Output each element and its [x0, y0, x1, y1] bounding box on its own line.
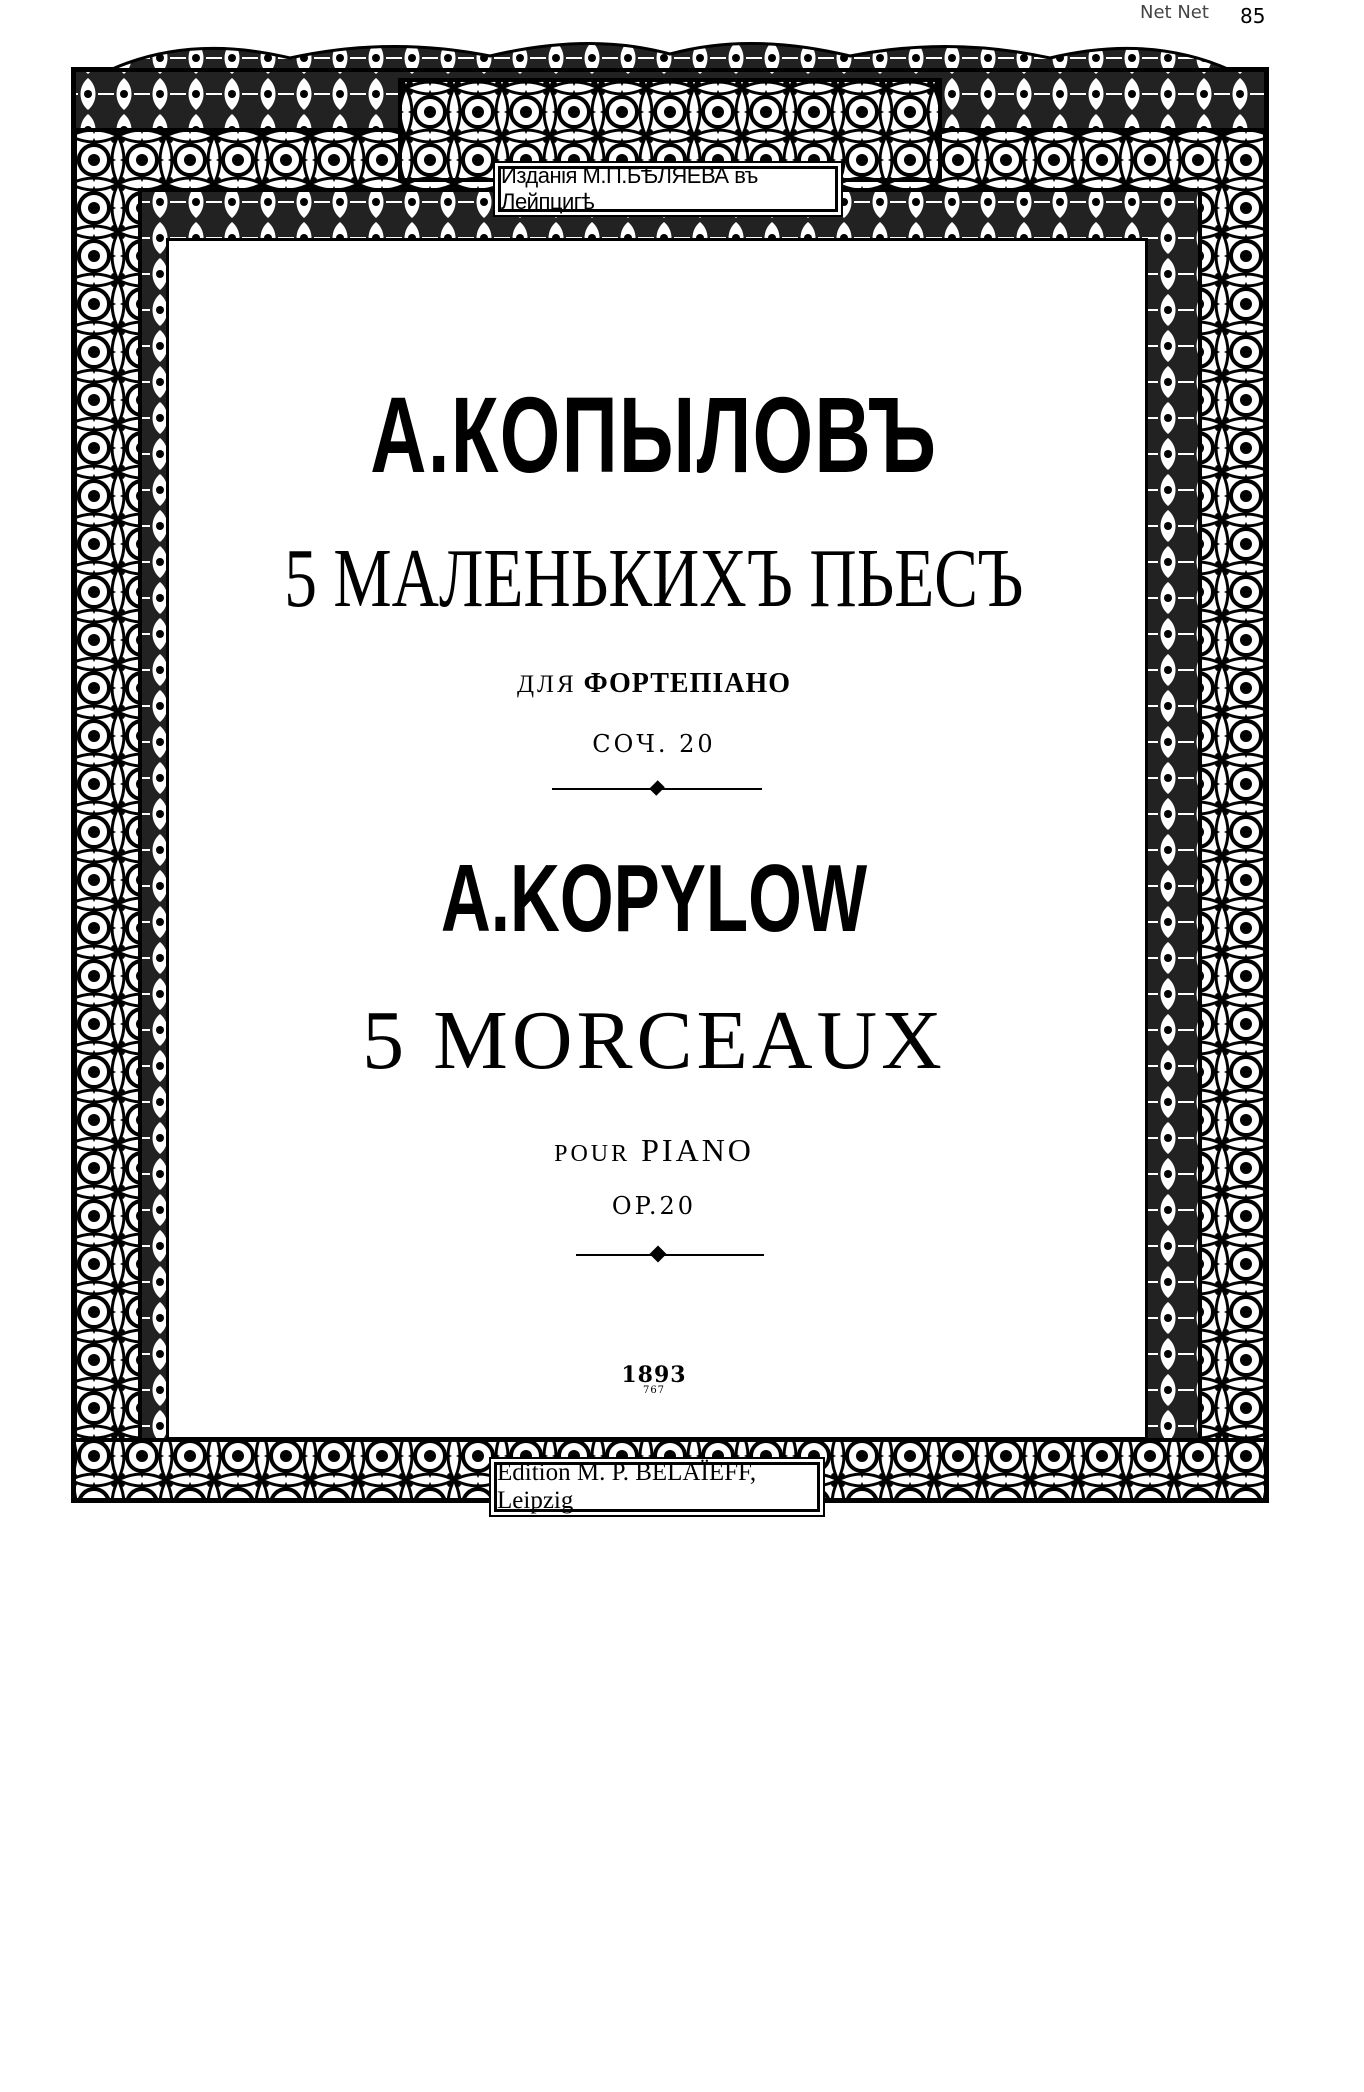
corner-number — [1240, 4, 1265, 28]
title-russian — [166, 530, 1142, 627]
author-french-text: A.KOPYLOW — [440, 845, 868, 952]
opus-french-text: OP.20 — [611, 1192, 697, 1220]
publisher-label-top — [498, 163, 838, 214]
instrument-french-text: PIANO — [641, 1132, 754, 1168]
instrument-french — [166, 1132, 1142, 1169]
instrument-russian-text: ФОРТЕПІАНО — [583, 668, 792, 699]
publisher-bottom-text: Edition M. P. BELAÏEFF, Leipzig — [497, 1459, 757, 1514]
instrument-russian-prefix: ДЛЯ — [516, 671, 577, 698]
corner-number-text: 85 — [1240, 4, 1266, 28]
corner-mark-text: Net Net — [1140, 2, 1209, 23]
publisher-top-text: Изданія М.П.БѢЛЯЕВА въ Лейпцигѣ — [501, 163, 758, 214]
title-russian-text: 5 МАЛЕНЬКИХЪ ПЬЕСЪ — [284, 532, 1024, 625]
divider-rule-bottom — [576, 1254, 764, 1256]
plate-number-text: 767 — [642, 1385, 666, 1396]
publication-year-text: 1893 — [621, 1362, 687, 1388]
opus-french — [166, 1192, 1142, 1220]
author-russian — [166, 372, 1142, 498]
corner-mark — [1140, 2, 1209, 23]
instrument-russian — [166, 668, 1142, 700]
title-french — [166, 992, 1142, 1089]
opus-russian-text: СОЧ. 20 — [592, 730, 716, 758]
publisher-label-bottom — [494, 1459, 820, 1514]
opus-russian — [166, 730, 1142, 758]
plate-number — [166, 1385, 1142, 1396]
title-french-text: 5 MORCEAUX — [362, 994, 946, 1087]
author-russian-text: А.КОПЫЛОВЪ — [370, 374, 938, 495]
instrument-french-prefix: POUR — [554, 1141, 631, 1167]
author-french — [166, 842, 1142, 954]
